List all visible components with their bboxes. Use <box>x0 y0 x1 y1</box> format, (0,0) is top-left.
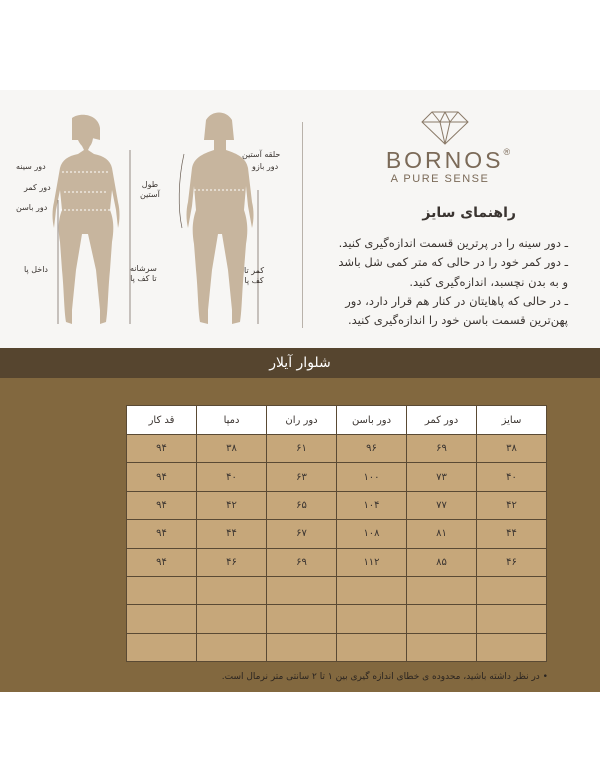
table-row-empty <box>127 576 547 604</box>
table-cell <box>407 576 477 604</box>
table-cell: ۶۱ <box>267 435 337 463</box>
table-cell: ۳۸ <box>197 435 267 463</box>
table-cell <box>407 633 477 661</box>
table-cell <box>477 605 547 633</box>
table-cell: ۹۴ <box>127 548 197 576</box>
table-cell: ۱۱۲ <box>337 548 407 576</box>
header-size: سایز <box>477 406 547 435</box>
measurement-note: • در نظر داشته باشید، محدوده ی خطای اندازه گیری بین ۱ تا ۲ سانتی متر نرمال است. <box>221 672 548 682</box>
table-cell: ۹۶ <box>337 435 407 463</box>
table-cell: ۱۰۴ <box>337 491 407 519</box>
table-cell <box>477 633 547 661</box>
guide-line: ـ در حالی که پاهایتان در کنار هم قرار دارد، دور <box>345 293 568 308</box>
table-cell: ۷۳ <box>407 463 477 491</box>
table-cell: ۱۰۸ <box>337 520 407 548</box>
table-cell <box>197 633 267 661</box>
table-cell <box>267 576 337 604</box>
brand-tagline: A PURE SENSE <box>390 173 490 185</box>
table-cell: ۴۴ <box>477 520 547 548</box>
table-cell <box>127 576 197 604</box>
table-cell: ۹۴ <box>127 435 197 463</box>
table-cell: ۸۵ <box>407 548 477 576</box>
back-body-figure <box>160 110 280 332</box>
table-cell: ۹۴ <box>127 520 197 548</box>
bornos-diamond-logo <box>420 106 470 146</box>
table-cell: ۹۴ <box>127 463 197 491</box>
table-cell <box>197 605 267 633</box>
table-cell: ۴۴ <box>197 520 267 548</box>
guide-line: پهن‌ترین قسمت باسن خود را اندازه‌گیری کنید. <box>347 313 568 328</box>
table-cell <box>337 576 407 604</box>
table-cell: ۴۲ <box>477 491 547 519</box>
vertical-divider <box>302 122 303 328</box>
table-header-row <box>127 406 547 435</box>
table-cell: ۴۶ <box>477 548 547 576</box>
table-cell: ۴۲ <box>197 491 267 519</box>
size-guide-title: راهنمای سایز <box>422 205 516 221</box>
header-hem: دمپا <box>197 406 267 435</box>
label-bust: دور سینه <box>16 162 46 171</box>
table-cell: ۶۷ <box>267 520 337 548</box>
guide-line: ـ دور سینه را در پرترین قسمت اندازه‌گیری کنید. <box>338 236 568 250</box>
table-cell: ۶۵ <box>267 491 337 519</box>
header-waist: دور کمر <box>407 406 477 435</box>
table-row <box>127 520 547 548</box>
guide-line: ـ دور کمر خود را در حالی که متر کمی شل باشد <box>338 255 568 270</box>
table-cell <box>477 576 547 604</box>
label-sleeve-length: طول آستین <box>140 180 160 199</box>
table-cell: ۴۶ <box>197 548 267 576</box>
table-cell: ۷۷ <box>407 491 477 519</box>
table-cell: ۸۱ <box>407 520 477 548</box>
table-cell: ۶۹ <box>267 548 337 576</box>
table-row <box>127 463 547 491</box>
table-cell <box>267 633 337 661</box>
table-cell: ۶۹ <box>407 435 477 463</box>
label-shoulder-to-floor: سرشانه تا کف پا <box>130 264 157 283</box>
label-waist: دور کمر <box>24 183 51 192</box>
table-cell: ۳۸ <box>477 435 547 463</box>
table-cell: ۹۴ <box>127 491 197 519</box>
table-row-empty <box>127 633 547 661</box>
table-cell <box>407 605 477 633</box>
table-cell <box>127 633 197 661</box>
front-body-figure <box>20 110 140 332</box>
table-cell <box>337 605 407 633</box>
size-guide-instructions <box>308 234 568 330</box>
table-row <box>127 435 547 463</box>
label-waist-to-floor: کمر تا کف پا <box>244 266 265 285</box>
header-hip: دور باسن <box>337 406 407 435</box>
table-row-empty <box>127 605 547 633</box>
table-cell <box>337 633 407 661</box>
table-cell: ۶۳ <box>267 463 337 491</box>
table-cell: ۱۰۰ <box>337 463 407 491</box>
table-cell: ۴۰ <box>477 463 547 491</box>
size-table <box>126 405 547 662</box>
table-cell <box>197 576 267 604</box>
section-title: شلوار آیلار <box>269 355 331 371</box>
header-length: قد کار <box>127 406 197 435</box>
header-thigh: دور ران <box>267 406 337 435</box>
table-cell: ۴۰ <box>197 463 267 491</box>
table-cell <box>267 605 337 633</box>
table-row <box>127 548 547 576</box>
label-hip: دور باسن <box>16 203 48 212</box>
table-row <box>127 491 547 519</box>
table-cell <box>127 605 197 633</box>
guide-line: و به بدن نچسبد، اندازه‌گیری کنید. <box>409 274 568 289</box>
brand-name: BORNOS® <box>385 147 511 173</box>
label-arm-circumference: دور بازو <box>252 162 279 171</box>
label-inseam: داخل پا <box>24 265 48 274</box>
label-armhole: حلقه آستین <box>242 150 281 159</box>
